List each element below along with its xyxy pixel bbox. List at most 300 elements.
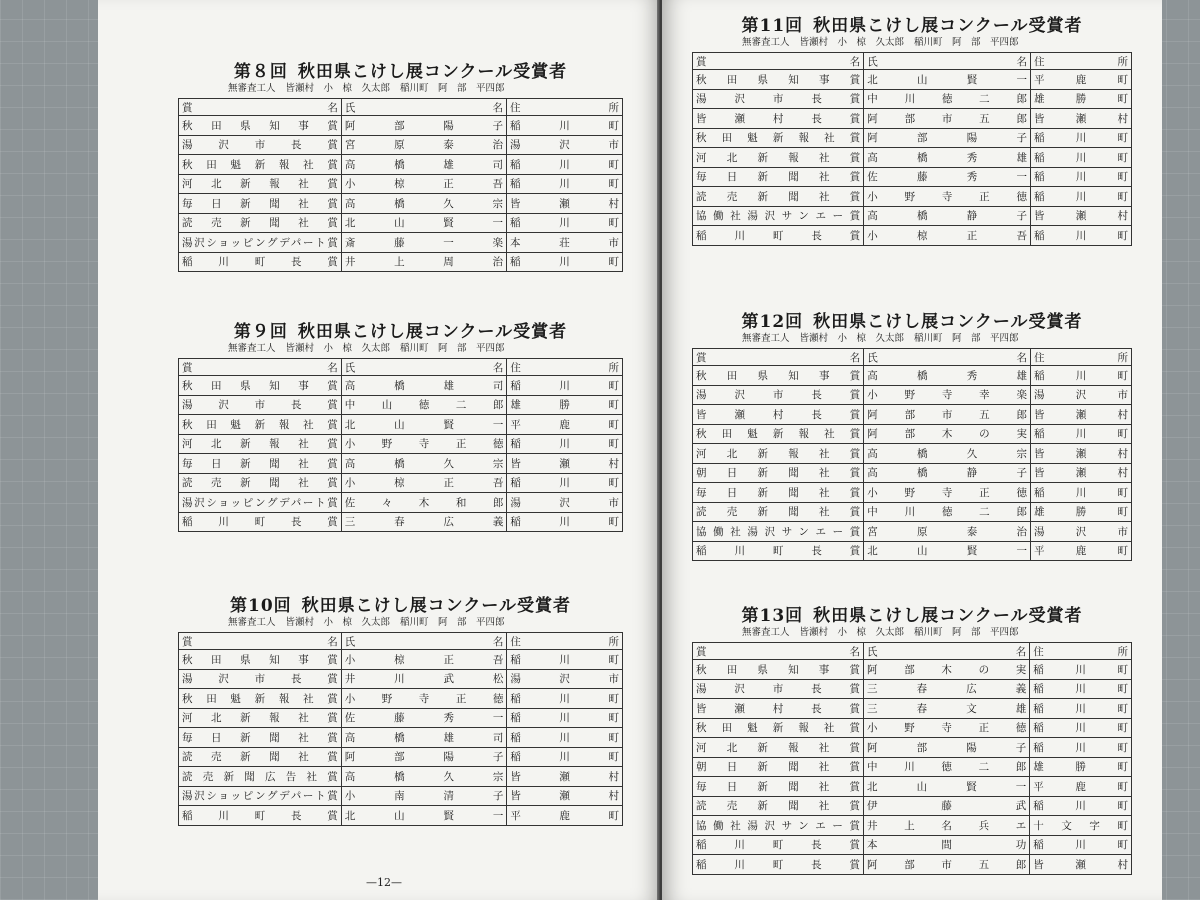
table-row	[693, 483, 1132, 503]
table-row	[179, 213, 623, 233]
address-cell: 皆瀬村	[1030, 405, 1131, 425]
address-cell: 稲川町	[507, 728, 623, 748]
section-title-text: 秋田県こけし展コンクール受賞者	[297, 62, 568, 82]
header-award: 賞 名	[179, 99, 342, 116]
header-name: 氏 名	[864, 643, 1030, 660]
address-cell: 稲川町	[506, 155, 622, 175]
address-cell: 稲川町	[507, 473, 623, 493]
address-cell: 稲川町	[1030, 187, 1131, 207]
table-row	[693, 660, 1132, 680]
awards-table	[178, 358, 623, 532]
table-row	[693, 757, 1132, 777]
winner-cell: 北山賢一	[341, 806, 507, 826]
address-cell: 湯沢市	[1030, 522, 1131, 542]
table-row	[179, 728, 623, 748]
section-subtitle	[178, 83, 623, 95]
table-row	[693, 738, 1132, 758]
address-cell: 雄勝町	[1030, 757, 1132, 777]
address-cell: 稲川町	[507, 434, 623, 454]
table-row	[179, 233, 623, 253]
award-cell: 秋田魁新報社賞	[693, 718, 864, 738]
table-row	[179, 786, 623, 806]
subtitle-part: 無審査工人	[228, 83, 276, 94]
award-cell: 湯沢市長賞	[693, 385, 864, 405]
award-cell: 協働社湯沢サンエー賞	[693, 522, 864, 542]
winner-cell: 高橋久宗	[341, 454, 507, 474]
winner-cell: 北山賢一	[341, 213, 506, 233]
subtitle-part: 皆瀬村 小 椋 久太郎	[285, 617, 391, 628]
award-cell: 河北新報社賞	[179, 708, 342, 728]
award-cell: 河北新報社賞	[179, 174, 342, 194]
award-cell: 湯沢ショッピングデパート賞	[179, 493, 342, 513]
table-row	[693, 444, 1132, 464]
right-page	[662, 0, 1162, 900]
award-cell: 読売新聞社賞	[693, 796, 864, 816]
table-row	[179, 473, 623, 493]
award-cell: 秋田県知事賞	[179, 376, 342, 396]
winner-cell: 井川武松	[341, 669, 507, 689]
table-row	[179, 116, 623, 136]
table-row	[693, 206, 1132, 226]
address-cell: 雄勝町	[1030, 89, 1131, 109]
winner-cell: 小椋正吾	[341, 174, 506, 194]
award-cell: 河北新報社賞	[179, 434, 342, 454]
header-award: 賞 名	[693, 643, 864, 660]
award-cell: 読売新聞社賞	[179, 747, 342, 767]
award-cell: 秋田魁新報社賞	[179, 415, 342, 435]
address-cell: 稲川町	[1030, 226, 1131, 246]
header-name: 氏 名	[341, 99, 506, 116]
winner-cell: 小野寺幸楽	[864, 385, 1031, 405]
winner-cell: 高橋雄司	[341, 728, 507, 748]
address-cell: 稲川町	[1030, 167, 1131, 187]
header-address: 住 所	[507, 359, 623, 376]
award-cell: 秋田県知事賞	[693, 366, 864, 386]
address-cell: 平鹿町	[507, 806, 623, 826]
table-header-row	[693, 53, 1132, 70]
award-cell: 河北新報社賞	[693, 148, 864, 168]
subtitle-part: 無審査工人	[742, 333, 790, 344]
address-cell: 稲川町	[506, 213, 622, 233]
table-row	[693, 89, 1132, 109]
winner-cell: 高橋雄司	[341, 155, 506, 175]
address-cell: 稲川町	[1030, 424, 1131, 444]
winner-cell: 高橋雄司	[341, 376, 507, 396]
table-row	[693, 366, 1132, 386]
award-cell: 朝日新聞社賞	[693, 757, 864, 777]
header-address: 住 所	[1030, 349, 1131, 366]
winner-cell: 高橋静子	[864, 206, 1031, 226]
table-row	[179, 434, 623, 454]
address-cell: 稲川町	[1030, 796, 1132, 816]
section-number: 第12回	[741, 312, 804, 332]
winner-cell: 佐々木和郎	[341, 493, 507, 513]
subtitle-part: 無審査工人	[742, 627, 790, 638]
table-row	[179, 767, 623, 787]
section-title	[692, 312, 1132, 332]
award-cell: 毎日新聞社賞	[179, 194, 342, 214]
address-cell: 稲川町	[1030, 835, 1132, 855]
award-cell: 稲川町長賞	[179, 252, 342, 272]
winner-cell: 阿部陽子	[864, 738, 1030, 758]
table-row	[693, 70, 1132, 90]
award-cell: 稲川町長賞	[693, 226, 864, 246]
address-cell: 平鹿町	[507, 415, 623, 435]
table-row	[179, 806, 623, 826]
award-cell: 秋田県知事賞	[179, 650, 342, 670]
address-cell: 稲川町	[1030, 128, 1131, 148]
subtitle-part: 無審査工人	[228, 343, 276, 354]
award-cell: 読売新聞社賞	[179, 473, 342, 493]
winner-cell: 三春文雄	[864, 699, 1030, 719]
winner-cell: 小野寺正徳	[864, 718, 1030, 738]
winner-cell: 三春広義	[864, 679, 1030, 699]
award-cell: 河北新報社賞	[693, 738, 864, 758]
winner-cell: 北山賢一	[341, 415, 507, 435]
table-row	[693, 777, 1132, 797]
address-cell: 本荘市	[506, 233, 622, 253]
address-cell: 皆瀬村	[1030, 444, 1131, 464]
address-cell: 皆瀬村	[1030, 463, 1131, 483]
address-cell: 湯沢市	[506, 135, 622, 155]
table-row	[693, 855, 1132, 875]
address-cell: 稲川町	[1030, 718, 1132, 738]
winner-cell: 伊藤武	[864, 796, 1030, 816]
award-cell: 協働社湯沢サンエー賞	[693, 816, 864, 836]
table-row	[179, 415, 623, 435]
awards-table	[692, 52, 1132, 246]
subtitle-part: 皆瀬村 小 椋 久太郎	[799, 627, 905, 638]
table-row	[693, 835, 1132, 855]
section-number: 第８回	[233, 62, 288, 82]
table-header-row	[179, 99, 623, 116]
table-header-row	[693, 643, 1132, 660]
award-cell: 読売新聞社賞	[693, 502, 864, 522]
section-subtitle	[692, 37, 1132, 49]
address-cell: 稲川町	[507, 512, 623, 532]
winner-cell: 小椋正吾	[341, 650, 507, 670]
header-name: 氏 名	[341, 633, 507, 650]
award-cell: 皆瀬村長賞	[693, 699, 864, 719]
table-row	[693, 699, 1132, 719]
awards-table	[692, 642, 1132, 875]
section-title-text: 秋田県こけし展コンクール受賞者	[297, 322, 568, 342]
address-cell: 十文字町	[1030, 816, 1132, 836]
awards-table	[692, 348, 1132, 561]
address-cell: 皆瀬村	[507, 786, 623, 806]
winner-cell: 中川徳二郎	[864, 89, 1031, 109]
address-cell: 稲川町	[1030, 483, 1131, 503]
award-cell: 秋田県知事賞	[179, 116, 342, 136]
winner-cell: 佐藤秀一	[864, 167, 1031, 187]
table-row	[179, 708, 623, 728]
header-award: 賞 名	[693, 349, 864, 366]
section-13	[692, 606, 1132, 875]
table-row	[179, 135, 623, 155]
table-row	[693, 226, 1132, 246]
section-title	[178, 62, 623, 82]
table-row	[693, 187, 1132, 207]
table-row	[179, 493, 623, 513]
section-12	[692, 312, 1132, 561]
subtitle-part: 皆瀬村 小 椋 久太郎	[285, 83, 391, 94]
winner-cell: 井上周治	[341, 252, 506, 272]
table-row	[179, 376, 623, 396]
table-row	[179, 747, 623, 767]
winner-cell: 阿部市五郎	[864, 109, 1031, 129]
award-cell: 秋田県知事賞	[693, 70, 864, 90]
address-cell: 湯沢市	[507, 669, 623, 689]
award-cell: 湯沢市長賞	[179, 135, 342, 155]
winner-cell: 宮原泰治	[864, 522, 1031, 542]
address-cell: 稲川町	[507, 708, 623, 728]
section-subtitle	[692, 333, 1132, 345]
address-cell: 稲川町	[507, 689, 623, 709]
address-cell: 皆瀬村	[506, 194, 622, 214]
section-title	[692, 16, 1132, 36]
table-row	[693, 148, 1132, 168]
winner-cell: 阿部木の実	[864, 660, 1030, 680]
winner-cell: 高橋久宗	[864, 444, 1031, 464]
winner-cell: 北山賢一	[864, 777, 1030, 797]
header-address: 住 所	[1030, 53, 1131, 70]
winner-cell: 小南清子	[341, 786, 507, 806]
subtitle-part: 稲川町 阿 部 平四郎	[914, 333, 1019, 344]
winner-cell: 阿部陽子	[341, 116, 506, 136]
table-row	[693, 718, 1132, 738]
address-cell: 稲川町	[506, 252, 622, 272]
address-cell: 平鹿町	[1030, 777, 1132, 797]
winner-cell: 阿部市五郎	[864, 855, 1030, 875]
table-row	[179, 252, 623, 272]
award-cell: 湯沢市長賞	[693, 89, 864, 109]
winner-cell: 本間功	[864, 835, 1030, 855]
address-cell: 平鹿町	[1030, 70, 1131, 90]
winner-cell: 小野寺正徳	[341, 689, 507, 709]
section-title	[178, 596, 623, 616]
section-subtitle	[692, 627, 1132, 639]
subtitle-part: 皆瀬村 小 椋 久太郎	[799, 37, 905, 48]
table-row	[179, 395, 623, 415]
section-number: 第９回	[233, 322, 288, 342]
award-cell: 湯沢市長賞	[693, 679, 864, 699]
table-row	[693, 109, 1132, 129]
winner-cell: 阿部陽子	[864, 128, 1031, 148]
award-cell: 読売新聞広告社賞	[179, 767, 342, 787]
award-cell: 毎日新聞社賞	[179, 728, 342, 748]
address-cell: 雄勝町	[507, 395, 623, 415]
winner-cell: 中山徳二郎	[341, 395, 507, 415]
award-cell: 毎日新聞社賞	[179, 454, 342, 474]
award-cell: 稲川町長賞	[693, 835, 864, 855]
left-page	[98, 0, 660, 900]
address-cell: 稲川町	[506, 116, 622, 136]
section-subtitle	[178, 617, 623, 629]
subtitle-part: 無審査工人	[228, 617, 276, 628]
table-row	[693, 424, 1132, 444]
award-cell: 毎日新聞社賞	[693, 167, 864, 187]
section-title	[178, 322, 623, 342]
table-row	[179, 689, 623, 709]
award-cell: 皆瀬村長賞	[693, 405, 864, 425]
table-row	[693, 405, 1132, 425]
header-address: 住 所	[507, 633, 623, 650]
winner-cell: 阿部市五郎	[864, 405, 1031, 425]
table-row	[179, 669, 623, 689]
subtitle-part: 稲川町 阿 部 平四郎	[400, 83, 505, 94]
address-cell: 稲川町	[1030, 699, 1132, 719]
address-cell: 雄勝町	[1030, 502, 1131, 522]
award-cell: 湯沢市長賞	[179, 669, 342, 689]
winner-cell: 北山賢一	[864, 70, 1031, 90]
winner-cell: 高橋秀雄	[864, 148, 1031, 168]
address-cell: 稲川町	[507, 747, 623, 767]
subtitle-part: 無審査工人	[742, 37, 790, 48]
address-cell: 稲川町	[1030, 679, 1132, 699]
table-row	[179, 174, 623, 194]
address-cell: 稲川町	[507, 376, 623, 396]
award-cell: 秋田魁新報社賞	[179, 155, 342, 175]
awards-table	[178, 98, 623, 272]
table-row	[179, 155, 623, 175]
address-cell: 皆瀬村	[1030, 206, 1131, 226]
award-cell: 皆瀬村長賞	[693, 109, 864, 129]
winner-cell: 佐藤秀一	[341, 708, 507, 728]
address-cell: 稲川町	[1030, 366, 1131, 386]
address-cell: 皆瀬村	[1030, 855, 1132, 875]
table-row	[693, 167, 1132, 187]
address-cell: 稲川町	[1030, 148, 1131, 168]
award-cell: 秋田魁新報社賞	[179, 689, 342, 709]
header-award: 賞 名	[179, 633, 342, 650]
table-header-row	[179, 359, 623, 376]
header-name: 氏 名	[864, 349, 1031, 366]
winner-cell: 北山賢一	[864, 541, 1031, 561]
address-cell: 皆瀬村	[507, 767, 623, 787]
award-cell: 稲川町長賞	[179, 806, 342, 826]
awards-table	[178, 632, 623, 826]
award-cell: 秋田県知事賞	[693, 660, 864, 680]
winner-cell: 高橋久宗	[341, 194, 506, 214]
winner-cell: 小椋正吾	[341, 473, 507, 493]
section-number: 第13回	[741, 606, 804, 626]
award-cell: 秋田魁新報社賞	[693, 128, 864, 148]
address-cell: 稲川町	[1030, 660, 1132, 680]
award-cell: 稲川町長賞	[693, 541, 864, 561]
award-cell: 河北新報社賞	[693, 444, 864, 464]
winner-cell: 井上名兵エ	[864, 816, 1030, 836]
section-title-text: 秋田県こけし展コンクール受賞者	[813, 312, 1083, 332]
winner-cell: 阿部木の実	[864, 424, 1031, 444]
subtitle-part: 稲川町 阿 部 平四郎	[914, 627, 1019, 638]
address-cell: 皆瀬村	[507, 454, 623, 474]
address-cell: 稲川町	[1030, 738, 1132, 758]
address-cell: 湯沢市	[507, 493, 623, 513]
subtitle-part: 皆瀬村 小 椋 久太郎	[799, 333, 905, 344]
section-11	[692, 16, 1132, 246]
address-cell: 皆瀬村	[1030, 109, 1131, 129]
header-name: 氏 名	[864, 53, 1031, 70]
award-cell: 毎日新聞社賞	[693, 483, 864, 503]
subtitle-part: 稲川町 阿 部 平四郎	[400, 617, 505, 628]
section-title-text: 秋田県こけし展コンクール受賞者	[301, 596, 571, 616]
section-9	[178, 322, 623, 532]
header-address: 住 所	[506, 99, 622, 116]
table-row	[693, 502, 1132, 522]
subtitle-part: 皆瀬村 小 椋 久太郎	[285, 343, 391, 354]
winner-cell: 小野寺正徳	[864, 187, 1031, 207]
table-row	[693, 522, 1132, 542]
section-number: 第11回	[741, 16, 804, 36]
table-row	[179, 512, 623, 532]
section-title-text: 秋田県こけし展コンクール受賞者	[813, 606, 1083, 626]
section-title	[692, 606, 1132, 626]
award-cell: 協働社湯沢サンエー賞	[693, 206, 864, 226]
section-10	[178, 596, 623, 826]
winner-cell: 高橋久宗	[341, 767, 507, 787]
section-subtitle	[178, 343, 623, 355]
subtitle-part: 稲川町 阿 部 平四郎	[400, 343, 505, 354]
table-row	[693, 385, 1132, 405]
winner-cell: 斎藤一楽	[341, 233, 506, 253]
winner-cell: 小野寺正徳	[864, 483, 1031, 503]
award-cell: 読売新聞社賞	[179, 213, 342, 233]
winner-cell: 三春広義	[341, 512, 507, 532]
award-cell: 秋田魁新報社賞	[693, 424, 864, 444]
award-cell: 読売新聞社賞	[693, 187, 864, 207]
subtitle-part: 稲川町 阿 部 平四郎	[914, 37, 1019, 48]
winner-cell: 宮原泰治	[341, 135, 506, 155]
winner-cell: 中川徳二郎	[864, 502, 1031, 522]
award-cell: 湯沢ショッピングデパート賞	[179, 786, 342, 806]
winner-cell: 高橋静子	[864, 463, 1031, 483]
table-row	[179, 454, 623, 474]
winner-cell: 阿部陽子	[341, 747, 507, 767]
section-title-text: 秋田県こけし展コンクール受賞者	[813, 16, 1083, 36]
table-row	[693, 128, 1132, 148]
header-address: 住 所	[1030, 643, 1132, 660]
header-award: 賞 名	[693, 53, 864, 70]
section-8	[178, 62, 623, 272]
table-header-row	[179, 633, 623, 650]
winner-cell: 中川徳二郎	[864, 757, 1030, 777]
table-header-row	[693, 349, 1132, 366]
award-cell: 稲川町長賞	[179, 512, 342, 532]
table-row	[179, 650, 623, 670]
award-cell: 毎日新聞社賞	[693, 777, 864, 797]
award-cell: 稲川町長賞	[693, 855, 864, 875]
address-cell: 湯沢市	[1030, 385, 1131, 405]
header-name: 氏 名	[341, 359, 507, 376]
address-cell: 平鹿町	[1030, 541, 1131, 561]
address-cell: 稲川町	[506, 174, 622, 194]
section-number: 第10回	[230, 596, 292, 616]
table-row	[179, 194, 623, 214]
table-row	[693, 796, 1132, 816]
address-cell: 稲川町	[507, 650, 623, 670]
table-row	[693, 679, 1132, 699]
award-cell: 朝日新聞社賞	[693, 463, 864, 483]
winner-cell: 小野寺正徳	[341, 434, 507, 454]
winner-cell: 小椋正吾	[864, 226, 1031, 246]
winner-cell: 高橋秀雄	[864, 366, 1031, 386]
header-award: 賞 名	[179, 359, 342, 376]
table-row	[693, 541, 1132, 561]
page-number: —12—	[366, 876, 402, 889]
table-row	[693, 816, 1132, 836]
award-cell: 湯沢市長賞	[179, 395, 342, 415]
award-cell: 湯沢ショッピングデパート賞	[179, 233, 342, 253]
